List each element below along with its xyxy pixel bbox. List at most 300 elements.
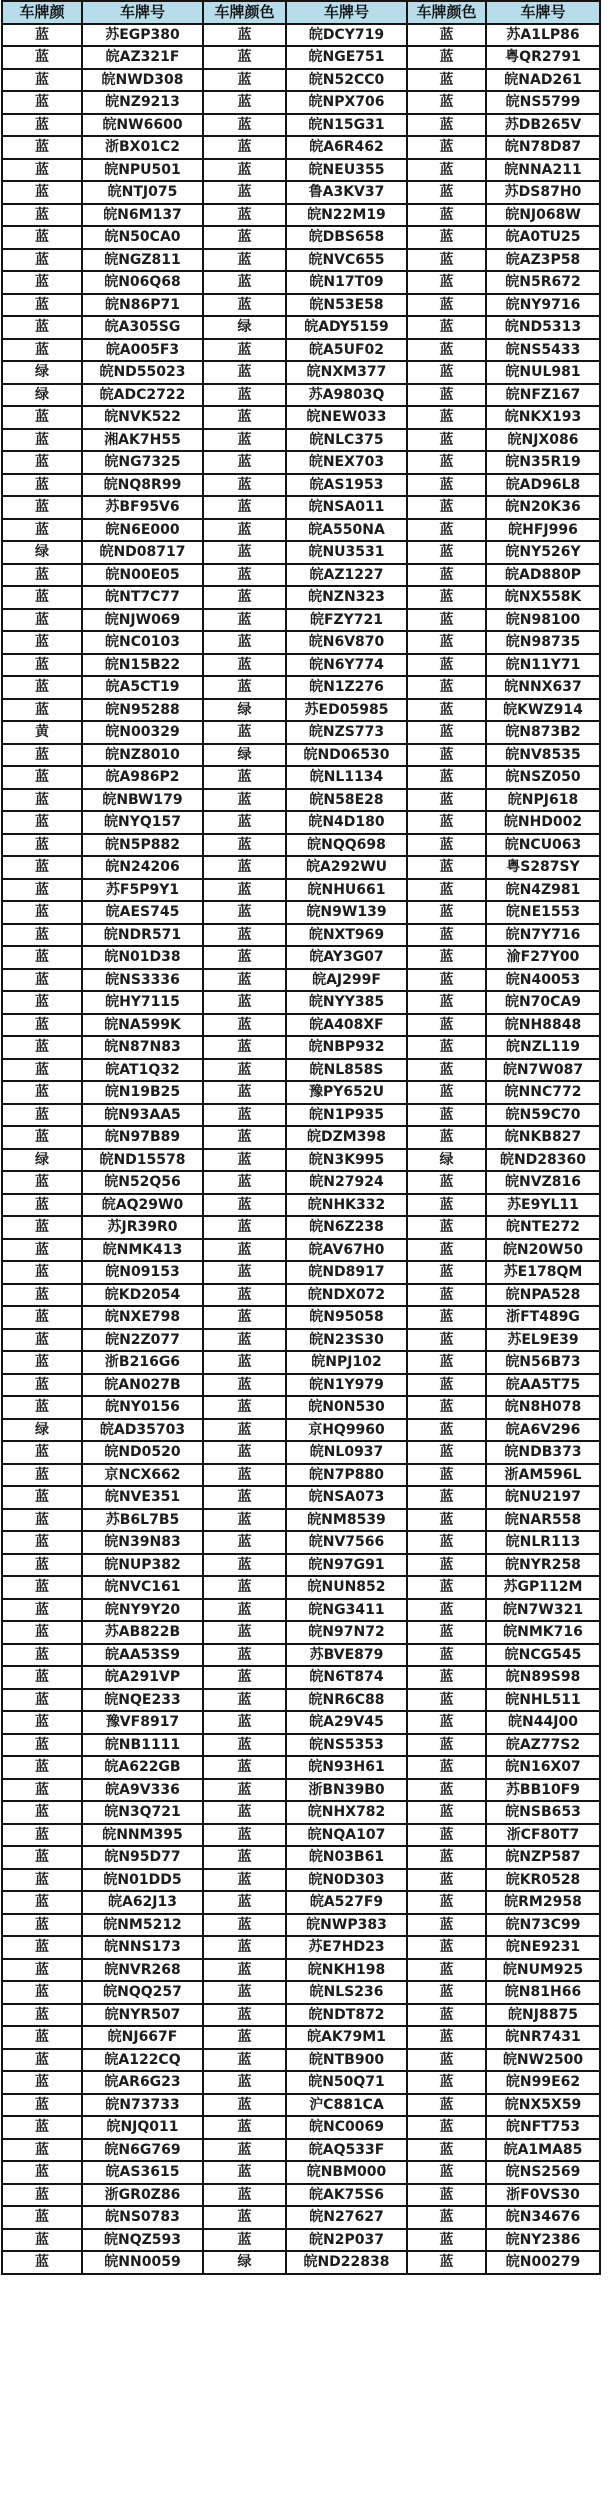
plate-color-cell: 蓝 bbox=[407, 1329, 486, 1352]
plate-number-cell: 皖KD2054 bbox=[82, 1284, 203, 1307]
plate-color-cell: 蓝 bbox=[407, 541, 486, 564]
table-row bbox=[2, 2139, 600, 2162]
plate-number-cell: 皖NSA073 bbox=[286, 1486, 407, 1509]
plate-number-cell: 苏E178QM bbox=[486, 1261, 600, 1284]
plate-color-cell: 蓝 bbox=[2, 564, 82, 587]
table-row bbox=[2, 1846, 600, 1869]
plate-number-cell: 皖N00329 bbox=[82, 721, 203, 744]
table-row bbox=[2, 811, 600, 834]
table-row bbox=[2, 1464, 600, 1487]
table-header-row bbox=[2, 1, 600, 24]
plate-number-cell: 皖NA599K bbox=[82, 1014, 203, 1037]
table-row bbox=[2, 406, 600, 429]
plate-color-cell: 蓝 bbox=[2, 159, 82, 182]
plate-color-cell: 蓝 bbox=[203, 1149, 286, 1172]
plate-color-cell: 蓝 bbox=[2, 1126, 82, 1149]
plate-number-cell: 皖NJ068W bbox=[486, 204, 600, 227]
table-row bbox=[2, 744, 600, 767]
plate-color-cell: 蓝 bbox=[203, 631, 286, 654]
plate-color-cell: 蓝 bbox=[203, 1801, 286, 1824]
plate-number-cell: 皖N50Q71 bbox=[286, 2071, 407, 2094]
plate-color-cell: 蓝 bbox=[2, 316, 82, 339]
plate-color-cell: 蓝 bbox=[203, 1486, 286, 1509]
plate-number-cell: 皖NY0156 bbox=[82, 1396, 203, 1419]
plate-number-cell: 皖N7P880 bbox=[286, 1464, 407, 1487]
plate-number-cell: 皖A005F3 bbox=[82, 339, 203, 362]
plate-number-cell: 皖A986P2 bbox=[82, 766, 203, 789]
plate-color-cell: 蓝 bbox=[203, 2206, 286, 2229]
plate-color-cell: 蓝 bbox=[203, 1756, 286, 1779]
plate-color-cell: 蓝 bbox=[407, 1306, 486, 1329]
plate-color-cell: 蓝 bbox=[407, 1284, 486, 1307]
plate-color-cell: 蓝 bbox=[203, 946, 286, 969]
plate-number-cell: 皖AV67H0 bbox=[286, 1239, 407, 1262]
plate-number-cell: 皖NHL511 bbox=[486, 1689, 600, 1712]
plate-color-cell: 蓝 bbox=[407, 1756, 486, 1779]
plate-color-cell: 蓝 bbox=[407, 1464, 486, 1487]
plate-color-cell: 蓝 bbox=[203, 2139, 286, 2162]
plate-number-cell: 皖NEW033 bbox=[286, 406, 407, 429]
table-row bbox=[2, 1306, 600, 1329]
plate-number-cell: 皖N873B2 bbox=[486, 721, 600, 744]
plate-color-cell: 蓝 bbox=[407, 744, 486, 767]
plate-color-cell: 蓝 bbox=[203, 2026, 286, 2049]
plate-color-cell: 蓝 bbox=[407, 339, 486, 362]
plate-number-cell: 皖NDB373 bbox=[486, 1441, 600, 1464]
table-row bbox=[2, 1914, 600, 1937]
plate-color-cell: 蓝 bbox=[407, 181, 486, 204]
plate-color-cell: 蓝 bbox=[203, 969, 286, 992]
plate-number-cell: 皖NXE798 bbox=[82, 1306, 203, 1329]
table-row bbox=[2, 1756, 600, 1779]
header-plate-number: 车牌号 bbox=[486, 1, 600, 24]
plate-color-cell: 蓝 bbox=[407, 474, 486, 497]
plate-color-cell: 绿 bbox=[203, 316, 286, 339]
plate-color-cell: 蓝 bbox=[203, 811, 286, 834]
plate-color-cell: 蓝 bbox=[2, 654, 82, 677]
plate-color-cell: 蓝 bbox=[2, 856, 82, 879]
plate-color-cell: 蓝 bbox=[407, 406, 486, 429]
plate-color-cell: 蓝 bbox=[203, 24, 286, 47]
plate-color-cell: 蓝 bbox=[203, 1014, 286, 1037]
plate-color-cell: 蓝 bbox=[407, 901, 486, 924]
plate-number-cell: 皖NAR558 bbox=[486, 1509, 600, 1532]
plate-color-cell: 蓝 bbox=[203, 114, 286, 137]
table-row bbox=[2, 2229, 600, 2252]
plate-color-cell: 蓝 bbox=[407, 1396, 486, 1419]
plate-number-cell: 皖NE9231 bbox=[486, 1936, 600, 1959]
plate-number-cell: 皖NBW179 bbox=[82, 789, 203, 812]
plate-number-cell: 粤QR2791 bbox=[486, 46, 600, 69]
header-plate-color: 车牌颜色 bbox=[203, 1, 286, 24]
plate-color-cell: 蓝 bbox=[2, 676, 82, 699]
plate-number-cell: 皖N59C70 bbox=[486, 1104, 600, 1127]
plate-color-cell: 蓝 bbox=[2, 766, 82, 789]
plate-number-cell: 皖ND8917 bbox=[286, 1261, 407, 1284]
plate-number-cell: 皖N6T874 bbox=[286, 1666, 407, 1689]
plate-number-cell: 皖NFZ167 bbox=[486, 384, 600, 407]
plate-number-cell: 皖N78D87 bbox=[486, 136, 600, 159]
plate-number-cell: 皖NUM925 bbox=[486, 1959, 600, 1982]
plate-color-cell: 蓝 bbox=[2, 631, 82, 654]
plate-color-cell: 蓝 bbox=[2, 1104, 82, 1127]
plate-number-cell: 皖NDT872 bbox=[286, 2004, 407, 2027]
plate-color-cell: 蓝 bbox=[407, 91, 486, 114]
plate-color-cell: 蓝 bbox=[2, 2071, 82, 2094]
table-row bbox=[2, 1711, 600, 1734]
table-row bbox=[2, 1171, 600, 1194]
plate-number-cell: 皖N15G31 bbox=[286, 114, 407, 137]
plate-number-cell: 皖NV8535 bbox=[486, 744, 600, 767]
plate-number-cell: 皖NNM395 bbox=[82, 1824, 203, 1847]
plate-color-cell: 蓝 bbox=[203, 2116, 286, 2139]
table-row bbox=[2, 1014, 600, 1037]
plate-number-cell: 皖NB1111 bbox=[82, 1734, 203, 1757]
table-row bbox=[2, 901, 600, 924]
plate-color-cell: 蓝 bbox=[2, 1936, 82, 1959]
plate-color-cell: 蓝 bbox=[407, 1014, 486, 1037]
plate-color-cell: 蓝 bbox=[2, 1824, 82, 1847]
plate-color-cell: 蓝 bbox=[407, 2026, 486, 2049]
plate-number-cell: 皖N98100 bbox=[486, 609, 600, 632]
table-row bbox=[2, 721, 600, 744]
plate-color-cell: 蓝 bbox=[2, 1509, 82, 1532]
plate-color-cell: 蓝 bbox=[203, 406, 286, 429]
plate-color-cell: 蓝 bbox=[2, 406, 82, 429]
table-row bbox=[2, 496, 600, 519]
table-row bbox=[2, 1329, 600, 1352]
plate-color-cell: 蓝 bbox=[203, 924, 286, 947]
plate-color-cell: 蓝 bbox=[407, 1734, 486, 1757]
plate-number-cell: 豫PY652U bbox=[286, 1081, 407, 1104]
plate-number-cell: 皖N7W321 bbox=[486, 1599, 600, 1622]
plate-color-cell: 蓝 bbox=[2, 879, 82, 902]
plate-number-cell: 皖N2P037 bbox=[286, 2229, 407, 2252]
table-row bbox=[2, 69, 600, 92]
table-row bbox=[2, 789, 600, 812]
plate-number-cell: 皖A292WU bbox=[286, 856, 407, 879]
plate-number-cell: 苏AB822B bbox=[82, 1621, 203, 1644]
plate-color-cell: 蓝 bbox=[203, 69, 286, 92]
plate-number-cell: 皖N9W139 bbox=[286, 901, 407, 924]
plate-color-cell: 蓝 bbox=[203, 429, 286, 452]
plate-number-cell: 皖NZ8010 bbox=[82, 744, 203, 767]
plate-number-cell: 皖N52Q56 bbox=[82, 1171, 203, 1194]
plate-color-cell: 蓝 bbox=[203, 1441, 286, 1464]
plate-color-cell: 蓝 bbox=[2, 2139, 82, 2162]
table-row bbox=[2, 1396, 600, 1419]
plate-color-cell: 蓝 bbox=[407, 1531, 486, 1554]
plate-number-cell: 皖AQ29W0 bbox=[82, 1194, 203, 1217]
plate-number-cell: 浙FT489G bbox=[486, 1306, 600, 1329]
plate-color-cell: 蓝 bbox=[407, 1959, 486, 1982]
plate-color-cell: 蓝 bbox=[407, 1441, 486, 1464]
plate-number-cell: 皖N99E62 bbox=[486, 2071, 600, 2094]
table-row bbox=[2, 1284, 600, 1307]
plate-number-cell: 皖KR0528 bbox=[486, 1869, 600, 1892]
plate-color-cell: 蓝 bbox=[203, 249, 286, 272]
plate-color-cell: 蓝 bbox=[407, 1779, 486, 1802]
table-row bbox=[2, 969, 600, 992]
plate-number-cell: 皖AS3615 bbox=[82, 2161, 203, 2184]
plate-color-cell: 蓝 bbox=[407, 564, 486, 587]
plate-number-cell: 皖N6Z238 bbox=[286, 1216, 407, 1239]
plate-color-cell: 蓝 bbox=[407, 1036, 486, 1059]
plate-number-cell: 皖FZY721 bbox=[286, 609, 407, 632]
plate-color-cell: 蓝 bbox=[407, 721, 486, 744]
plate-color-cell: 蓝 bbox=[2, 1644, 82, 1667]
plate-number-cell: 皖ND22838 bbox=[286, 2251, 407, 2274]
table-row bbox=[2, 541, 600, 564]
plate-color-cell: 蓝 bbox=[2, 1239, 82, 1262]
plate-color-cell: 蓝 bbox=[2, 2229, 82, 2252]
plate-number-cell: 皖NYQ157 bbox=[82, 811, 203, 834]
plate-color-cell: 绿 bbox=[2, 1419, 82, 1442]
plate-number-cell: 皖N6Y774 bbox=[286, 654, 407, 677]
plate-color-cell: 蓝 bbox=[2, 294, 82, 317]
plate-number-cell: 皖N27924 bbox=[286, 1171, 407, 1194]
plate-number-cell: 皖N50CA0 bbox=[82, 226, 203, 249]
plate-color-cell: 蓝 bbox=[407, 1486, 486, 1509]
plate-number-cell: 皖NJ667F bbox=[82, 2026, 203, 2049]
plate-color-cell: 蓝 bbox=[407, 1666, 486, 1689]
plate-number-cell: 皖NFT753 bbox=[486, 2116, 600, 2139]
table-row bbox=[2, 676, 600, 699]
plate-color-cell: 蓝 bbox=[203, 2004, 286, 2027]
plate-color-cell: 蓝 bbox=[407, 2229, 486, 2252]
table-row bbox=[2, 834, 600, 857]
plate-color-cell: 蓝 bbox=[407, 271, 486, 294]
plate-number-cell: 皖N89S98 bbox=[486, 1666, 600, 1689]
plate-color-cell: 蓝 bbox=[203, 1959, 286, 1982]
plate-color-cell: 蓝 bbox=[407, 2116, 486, 2139]
table-row bbox=[2, 856, 600, 879]
plate-number-cell: 京HQ9960 bbox=[286, 1419, 407, 1442]
plate-number-cell: 皖N98735 bbox=[486, 631, 600, 654]
plate-color-cell: 蓝 bbox=[2, 1351, 82, 1374]
plate-color-cell: 绿 bbox=[2, 361, 82, 384]
plate-color-cell: 蓝 bbox=[2, 2206, 82, 2229]
plate-color-cell: 蓝 bbox=[203, 609, 286, 632]
plate-color-cell: 蓝 bbox=[407, 946, 486, 969]
table-row bbox=[2, 271, 600, 294]
plate-number-cell: 皖N16X07 bbox=[486, 1756, 600, 1779]
plate-number-cell: 皖N35R19 bbox=[486, 451, 600, 474]
plate-number-cell: 皖N3K995 bbox=[286, 1149, 407, 1172]
plate-number-cell: 皖NGE751 bbox=[286, 46, 407, 69]
header-plate-color: 车牌颜色 bbox=[407, 1, 486, 24]
plate-number-cell: 苏E9YL11 bbox=[486, 1194, 600, 1217]
plate-color-cell: 蓝 bbox=[203, 1351, 286, 1374]
plate-color-cell: 蓝 bbox=[203, 1711, 286, 1734]
plate-color-cell: 蓝 bbox=[2, 1756, 82, 1779]
plate-color-cell: 蓝 bbox=[407, 834, 486, 857]
plate-color-cell: 蓝 bbox=[407, 384, 486, 407]
plate-number-cell: 皖NPX706 bbox=[286, 91, 407, 114]
plate-color-cell: 蓝 bbox=[2, 2116, 82, 2139]
table-row bbox=[2, 294, 600, 317]
plate-number-cell: 皖NQ8R99 bbox=[82, 474, 203, 497]
plate-number-cell: 皖A122CQ bbox=[82, 2049, 203, 2072]
plate-number-cell: 皖N01D38 bbox=[82, 946, 203, 969]
plate-number-cell: 皖N1Y979 bbox=[286, 1374, 407, 1397]
plate-number-cell: 皖ND28360 bbox=[486, 1149, 600, 1172]
table-row bbox=[2, 204, 600, 227]
plate-number-cell: 皖N11Y71 bbox=[486, 654, 600, 677]
table-row bbox=[2, 1486, 600, 1509]
plate-number-cell: 皖HFJ996 bbox=[486, 519, 600, 542]
plate-number-cell: 皖NHD002 bbox=[486, 811, 600, 834]
plate-color-cell: 蓝 bbox=[407, 1599, 486, 1622]
plate-color-cell: 蓝 bbox=[2, 1441, 82, 1464]
plate-color-cell: 蓝 bbox=[203, 1284, 286, 1307]
plate-color-cell: 蓝 bbox=[203, 2071, 286, 2094]
plate-number-cell: 皖NG7325 bbox=[82, 451, 203, 474]
plate-number-cell: 皖NVK522 bbox=[82, 406, 203, 429]
plate-number-cell: 皖DCY719 bbox=[286, 24, 407, 47]
plate-number-cell: 皖NSZ050 bbox=[486, 766, 600, 789]
plate-number-cell: 皖NZN323 bbox=[286, 586, 407, 609]
plate-color-cell: 蓝 bbox=[407, 1419, 486, 1442]
table-row bbox=[2, 1216, 600, 1239]
plate-number-cell: 皖NVE351 bbox=[82, 1486, 203, 1509]
plate-number-cell: 皖NM8539 bbox=[286, 1509, 407, 1532]
table-row bbox=[2, 519, 600, 542]
plate-color-cell: 蓝 bbox=[203, 46, 286, 69]
plate-color-cell: 蓝 bbox=[407, 1194, 486, 1217]
plate-number-cell: 皖NWP383 bbox=[286, 1914, 407, 1937]
plate-color-cell: 蓝 bbox=[407, 2094, 486, 2117]
plate-number-cell: 皖AT1Q32 bbox=[82, 1059, 203, 1082]
plate-color-cell: 蓝 bbox=[203, 294, 286, 317]
plate-color-cell: 蓝 bbox=[2, 699, 82, 722]
plate-number-cell: 皖AR6G23 bbox=[82, 2071, 203, 2094]
plate-color-cell: 蓝 bbox=[203, 1261, 286, 1284]
plate-number-cell: 皖NT7C77 bbox=[82, 586, 203, 609]
plate-color-cell: 蓝 bbox=[2, 1959, 82, 1982]
plate-color-cell: 蓝 bbox=[203, 1059, 286, 1082]
plate-number-cell: 苏EGP380 bbox=[82, 24, 203, 47]
plate-color-cell: 蓝 bbox=[203, 1554, 286, 1577]
plate-number-cell: 皖N1P935 bbox=[286, 1104, 407, 1127]
plate-color-cell: 蓝 bbox=[407, 429, 486, 452]
plate-number-cell: 皖A5UF02 bbox=[286, 339, 407, 362]
plate-color-cell: 蓝 bbox=[407, 361, 486, 384]
plate-color-cell: 蓝 bbox=[203, 2229, 286, 2252]
plate-number-cell: 皖NDR571 bbox=[82, 924, 203, 947]
plate-color-cell: 蓝 bbox=[2, 834, 82, 857]
plate-color-cell: 蓝 bbox=[2, 1081, 82, 1104]
plate-number-cell: 皖NUL981 bbox=[486, 361, 600, 384]
table-row bbox=[2, 1509, 600, 1532]
plate-number-cell: 皖AN027B bbox=[82, 1374, 203, 1397]
plate-number-cell: 皖N87N83 bbox=[82, 1036, 203, 1059]
plate-color-cell: 蓝 bbox=[2, 1171, 82, 1194]
plate-color-cell: 蓝 bbox=[2, 901, 82, 924]
plate-number-cell: 皖NVZ816 bbox=[486, 1171, 600, 1194]
plate-number-cell: 苏GP112M bbox=[486, 1576, 600, 1599]
plate-number-cell: 皖NG3411 bbox=[286, 1599, 407, 1622]
plate-number-cell: 皖ND08717 bbox=[82, 541, 203, 564]
plate-number-cell: 皖N00E05 bbox=[82, 564, 203, 587]
plate-color-cell: 蓝 bbox=[2, 474, 82, 497]
plate-number-cell: 皖NH8848 bbox=[486, 1014, 600, 1037]
plate-number-cell: 皖NQZ593 bbox=[82, 2229, 203, 2252]
plate-color-cell: 蓝 bbox=[407, 2004, 486, 2027]
plate-color-cell: 蓝 bbox=[2, 1216, 82, 1239]
plate-color-cell: 蓝 bbox=[2, 1666, 82, 1689]
plate-color-cell: 绿 bbox=[203, 744, 286, 767]
plate-number-cell: 皖NL858S bbox=[286, 1059, 407, 1082]
plate-color-cell: 蓝 bbox=[2, 1779, 82, 1802]
plate-color-cell: 蓝 bbox=[2, 1689, 82, 1712]
plate-color-cell: 蓝 bbox=[407, 1351, 486, 1374]
plate-number-cell: 皖N27627 bbox=[286, 2206, 407, 2229]
plate-number-cell: 皖NQQ257 bbox=[82, 1981, 203, 2004]
plate-number-cell: 皖NGZ811 bbox=[82, 249, 203, 272]
plate-number-cell: 皖NQQ698 bbox=[286, 834, 407, 857]
plate-color-cell: 蓝 bbox=[2, 1734, 82, 1757]
plate-color-cell: 蓝 bbox=[203, 2184, 286, 2207]
plate-number-cell: 皖N5P882 bbox=[82, 834, 203, 857]
plate-number-cell: 皖NC0103 bbox=[82, 631, 203, 654]
plate-number-cell: 苏A1LP86 bbox=[486, 24, 600, 47]
plate-number-cell: 皖NAD261 bbox=[486, 69, 600, 92]
plate-color-cell: 蓝 bbox=[2, 1486, 82, 1509]
plate-number-cell: 皖NPA528 bbox=[486, 1284, 600, 1307]
plate-color-cell: 蓝 bbox=[203, 1779, 286, 1802]
plate-number-cell: 皖NQA107 bbox=[286, 1824, 407, 1847]
plate-number-cell: 皖N0D303 bbox=[286, 1869, 407, 1892]
plate-number-cell: 皖NTE272 bbox=[486, 1216, 600, 1239]
plate-color-cell: 蓝 bbox=[2, 2004, 82, 2027]
plate-color-cell: 蓝 bbox=[407, 1801, 486, 1824]
plate-color-cell: 蓝 bbox=[2, 924, 82, 947]
plate-color-cell: 蓝 bbox=[407, 2071, 486, 2094]
table-row bbox=[2, 46, 600, 69]
plate-color-cell: 蓝 bbox=[407, 631, 486, 654]
plate-color-cell: 蓝 bbox=[407, 1239, 486, 1262]
plate-color-cell: 蓝 bbox=[407, 2251, 486, 2274]
plate-color-cell: 蓝 bbox=[407, 789, 486, 812]
plate-number-cell: 皖NHK332 bbox=[286, 1194, 407, 1217]
plate-color-cell: 蓝 bbox=[407, 159, 486, 182]
table-row bbox=[2, 2094, 600, 2117]
plate-number-cell: 皖N4D180 bbox=[286, 811, 407, 834]
plate-color-cell: 蓝 bbox=[2, 271, 82, 294]
plate-number-cell: 皖N5R672 bbox=[486, 271, 600, 294]
plate-number-cell: 皖N95058 bbox=[286, 1306, 407, 1329]
plate-number-cell: 皖N03B61 bbox=[286, 1846, 407, 1869]
plate-color-cell: 绿 bbox=[203, 2251, 286, 2274]
plate-color-cell: 蓝 bbox=[2, 1576, 82, 1599]
plate-number-cell: 皖N15B22 bbox=[82, 654, 203, 677]
plate-number-cell: 皖NZL119 bbox=[486, 1036, 600, 1059]
plate-number-cell: 皖NDX072 bbox=[286, 1284, 407, 1307]
plate-color-cell: 蓝 bbox=[2, 1014, 82, 1037]
plate-color-cell: 蓝 bbox=[2, 1891, 82, 1914]
table-row bbox=[2, 474, 600, 497]
plate-number-cell: 皖NYR507 bbox=[82, 2004, 203, 2027]
plate-number-cell: 皖N22M19 bbox=[286, 204, 407, 227]
plate-number-cell: 皖DBS658 bbox=[286, 226, 407, 249]
plate-number-cell: 皖NS5799 bbox=[486, 91, 600, 114]
plate-color-cell: 蓝 bbox=[407, 294, 486, 317]
plate-color-cell: 蓝 bbox=[407, 2139, 486, 2162]
plate-number-cell: 皖NXT969 bbox=[286, 924, 407, 947]
plate-color-cell: 蓝 bbox=[2, 114, 82, 137]
plate-number-cell: 皖AD880P bbox=[486, 564, 600, 587]
